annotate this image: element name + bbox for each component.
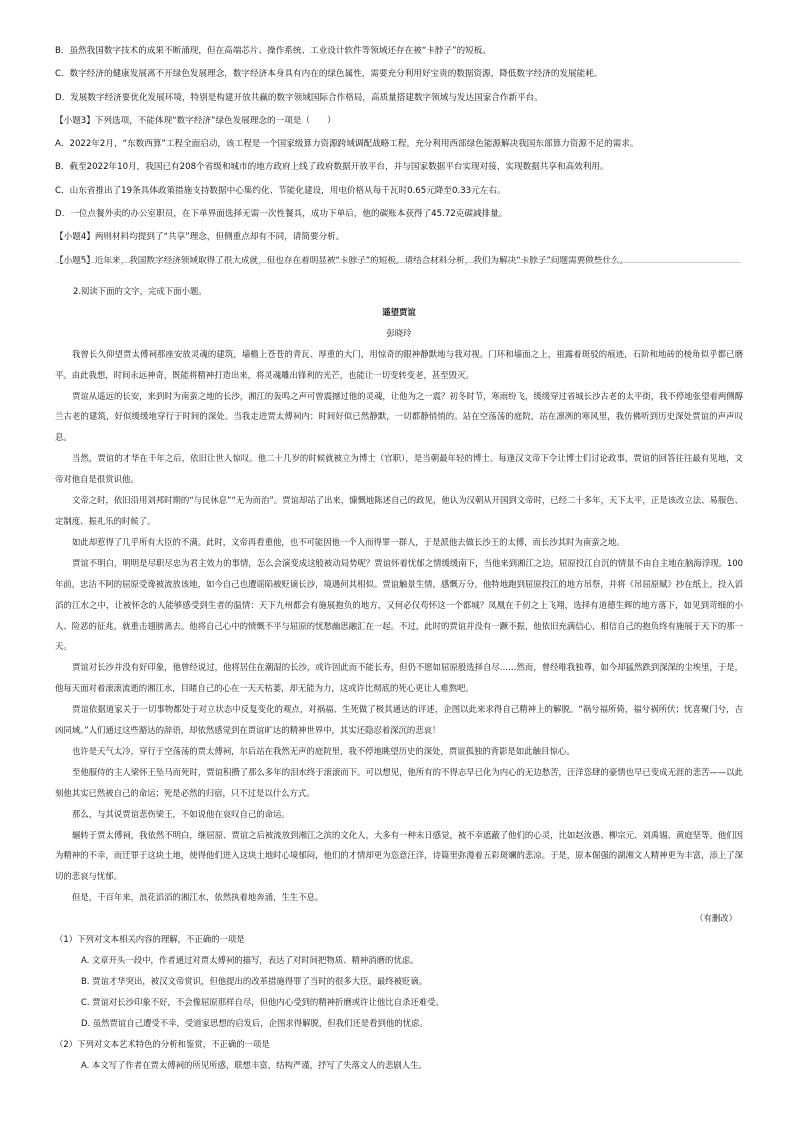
passage-paragraph: 当然，贾谊的才华在千年之后，依旧让世人惊叹。他二十几岁的时候就被立为博士（官职），是当朝最年轻的博士。每逢汉文帝下令让博士们讨论政事，贾谊的回答往往最有见地，文帝对他自是很赏识他。 xyxy=(55,453,743,485)
answer-option: D. 虽然贾谊自己遭受不幸，受道家思想的启发后，企图求得解脱，但我们还是看到他的忧虑。 xyxy=(81,1017,428,1028)
passage-paragraph: 文帝之时，依旧沿用刘邦时期的“与民休息”“无为而治”。贾谊却站了出来，慷慨地陈述自己的政见，他认为汉朝从开国到文帝时，已经二十多年，天下太平，正是该改立法、易服色、定制度、振礼乐的时候了。 xyxy=(55,495,743,526)
option-line: A．2022年2月，“东数西算”工程全面启动，该工程是一个国家级算力资源跨域调配战略工程，充分利用西部绿色能源解决我国东部算力资源不足的需求。 xyxy=(55,139,639,150)
passage-paragraph: 那么，与其说贾谊悲伤梁王，不如说他在哀叹自己的命运。 xyxy=(72,808,290,819)
previous-question-block xyxy=(55,40,745,273)
option-line: B．虽然我国数字技术的成果不断涌现，但在高端芯片、操作系统、工业设计软件等领域还存在被“卡脖子”的短板。 xyxy=(55,46,491,56)
passage-paragraph: 贾谊对长沙并没有好印象，他曾经说过，他将居住在潮湿的长沙，或许因此而不能长寿，但仍不愿如屈原般选择自尽……然而，曾经唯我独尊，如今却猛然跌到深深的尘埃里，于是，他每天面对着滚滚流逝的湘江水，目睹自己的心在一天天枯萎，却无能为力，这或许比彻底的死心更让人难熬吧。 xyxy=(55,662,743,694)
passage-intro: 2.阅读下面的文字，完成下面小题。 xyxy=(73,286,207,296)
passage-paragraph: 但是，千百年来，浪花滔滔的湘江水，依然执着地奔涌，生生不息。 xyxy=(72,892,324,903)
edit-note: （有删改） xyxy=(695,913,737,924)
option-line: C．数字经济的健康发展离不开绿色发展理念，数字经济本身具有内在的绿色属性，需要充分利用好宝贵的数据资源，降低数字经济的发展能耗。 xyxy=(55,69,603,80)
passage-paragraph: 贾谊不明白，明明是尽职尽忠为君主效力的事情，怎么会演变成这般被动局势呢？贾谊怀着忧郁之情缓缓南下，当他来到湘江之边，屈原投江自沉的情景不由自主地在脑海浮现。100年前，忠洁不阿的屈原受谗被流放该地，如今自己也遭谣陷被贬谪长沙，境遇何其相似。贾谊触景生情，感慨万分，他特地跑到屈原投江的地方吊祭，并将《吊屈原赋》抄在纸上，投入滔滔的江水之中，让被怀念的人能够感受到生者的温情：天下九州都会有施展抱负的地方，又何必仅苟怀这一个都城？凤凰在千仞之上飞翔，选择有道德生辉的地方落下，如见到苛细的小人、险恶的征兆，就重击翅膀离去。他将自己心中的愤慨不平与屈原的忧愁幽思融汇在一起。不过，此时的贾谊并没有一蹶不振，他依旧充满信心，相信自己的抱负终有施展于天下的那一天。 xyxy=(55,557,743,652)
question-stem: 【小题3】下列选项，不能体现“数字经济”绿色发展理念的一项是（ ） xyxy=(55,115,336,126)
option-line: D．发展数字经济要优化发展环境，特别是构建开放共赢的数字领域国际合作格局，高质量搭建数字领域与发达国家合作新平台。 xyxy=(55,92,543,103)
option-line: C．山东省推出了19条具体政策措施支持数据中心集约化、节能化建设，用电价格从每千瓦时0.65元降至0.33元左右。 xyxy=(55,185,506,196)
question-stem: （2）下列对文本艺术特色的分析和鉴赏，不正确的一项是 xyxy=(55,1038,270,1049)
question-stem: （1）下列对文本相关内容的理解，不正确的一项是 xyxy=(55,934,245,945)
question-stem: 【小题5】近年来，我国数字经济领域取得了很大成就，但也存在着明显被“卡脖子”的短板。请结合材料分析，我们为解决“卡脖子”问题需要做些什么。 xyxy=(55,255,629,266)
passage-author: 彭晓玲 xyxy=(386,327,412,338)
option-line: B．截至2022年10月，我国已有208个省级和城市的地方政府上线了政府数据开放平台，并与国家数据平台实现对接，实现数据共享和高效利用。 xyxy=(55,162,609,173)
passage-paragraph: 贾谊依据道家关于一切事物都处于对立状态中反复变化的观点，对祸福、生死做了极其通达的评述，企图以此来求得自己精神上的解脱。“祸兮福所倚，福兮祸所伏；忧喜聚门兮，吉凶同域。”人们通过这些豁达的辞语，却依然感觉到在贾谊旷达的精神世界中，其实还隐忍着深沉的悲哀！ xyxy=(55,704,743,736)
passage-paragraph: 如此却惹得了几乎所有大臣的不满。此时，文帝再看重他，也不可能因他一个人而得罪一群人，于是派他去做长沙王的太傅，而长沙其时为南蛮之地。 xyxy=(72,536,625,547)
passage-paragraph: 至他服侍的主人梁怀王坠马而死时，贾谊积攒了那么多年的泪水终于滚滚而下。可以想见，他所有的不得志早已化为内心的无边愁苦，汪洋恣肆的豪情也早已变成无涯的悲苦——以此刻他其实已然被自己的命运；死是必然的归宿，只不过是以什么方式。 xyxy=(55,766,743,798)
question-stem: 【小题4】两则材料均提到了“共享”理念，但侧重点却有不同，请简要分析。 xyxy=(55,232,345,243)
passage-paragraph: 我曾长久仰望贾太傅祠那座安放灵魂的建筑，墙檐上苍苍的青瓦、厚重的大门，用惊奇的眼神静默地与我对视。门环和墙面之上，祖露着斑驳的痕迹，石阶和地砖的棱角似乎都已磨平。由此我想，时间永远神奇，既能将精神打造出来，将灵魂雕出锋利的光芒，也能让一切变转变老，甚至毁灭。 xyxy=(55,348,743,380)
answer-option: B. 贾谊才华突出，被汉文帝赏识，但他提出的改革措施得罪了当时的很多大臣，最终被贬谪。 xyxy=(81,975,428,986)
passage-paragraph: 贾谊从遥远的长安，来到时为南蛮之地的长沙，湘江的轰鸣之声可曾震撼过他的灵魂，让他为之一震？初冬时节，寒雨纷飞，缓缓穿过省城长沙古老的太平街，我不停地张望着两侧醇兰古老的建筑，好似缓缓地穿行于时间的深处。当我走进贾太傅祠内：时间好似已然静默，一切都静悄悄的。站在空荡荡的庭院，站在凛冽的寒风里，我仿佛听到历史深处贾谊的声声叹息。 xyxy=(55,390,743,443)
passage-paragraph: 辗转于贾太傅祠，我依然不明白，继屈原、贾谊之后被流放到湘江之滨的文化人，大多有一种末日感觉，被不幸遮蔽了他们的心灵，比如赵汝愚、柳宗元、刘禹锡、黄庭坚等。他们因为精神的不幸，而迁罪于这块土地，使得他们进入这块土地时心境郁闷，他们的才情却更为恣意汪洋，诗篇里弥漫着五彩斑斓的悲凉。于是，原本倔强的湖湘文人精神更为丰富，添上了深切的悲哀与忧郁。 xyxy=(55,829,743,882)
passage-title: 遥望贾谊 xyxy=(382,306,416,317)
reading-passage xyxy=(55,281,743,1075)
option-line: D．一位点餐外卖的办公室职员，在下单界面选择无需一次性餐具，成功下单后，他的碳账本获得了45.72克碳减排量。 xyxy=(55,209,508,220)
answer-option: C. 贾谊对长沙印象不好，不会像屈原那样自尽，但他内心受到的精神折磨或许让他比自杀还难受。 xyxy=(81,996,444,1007)
answer-option: A. 本文写了作者在贾太傅祠的所见所感，联想丰富，结构严谨，抒写了失落文人的悲剧人生。 xyxy=(81,1059,427,1070)
passage-paragraph: 也许是天气太冷，穿行于空荡荡的贾太傅祠，尔后站在我然无声的庭院里，我不停地眺望历史的深处，贾谊孤独的背影是如此触目惊心。 xyxy=(72,745,575,756)
section-divider xyxy=(55,262,741,263)
answer-option: A. 文章开头一段中，作者通过对贾太傅祠的描写，表达了对时间把物质、精神消磨的忧虑。 xyxy=(81,955,419,965)
